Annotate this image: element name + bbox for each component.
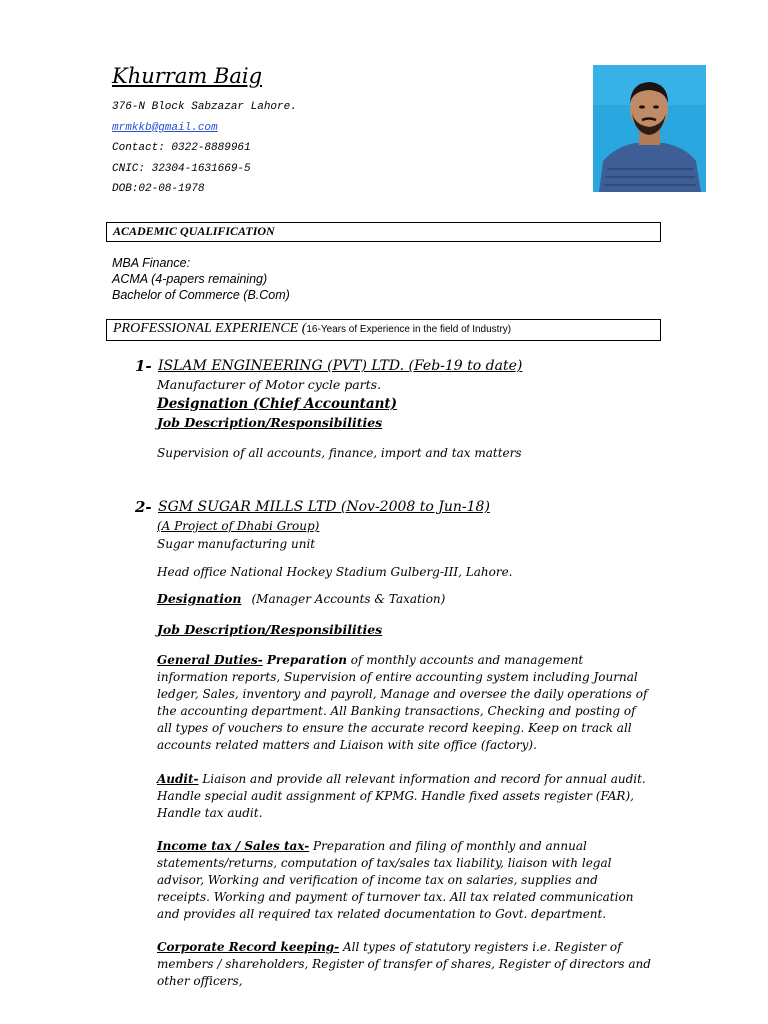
corporate-record-text: All types of statutory registers i.e. Register of members / shareholders, Register of transfer of shares, Register of directors and other officers,: [157, 940, 651, 988]
qualification-item: Bachelor of Commerce (B.Com): [112, 288, 290, 302]
income-tax-text: Preparation and filing of monthly and annual statements/returns, computation of tax/sales tax liability, liaison with legal advisor, Working and verification of income tax on salaries, supplies and receipts. Working and payment of turnover tax. All tax related communication and provides all required tax related documentation to Govt. department.: [157, 839, 634, 921]
corporate-record-paragraph: [157, 939, 652, 990]
general-duties-label: General Duties-: [157, 653, 263, 667]
job-business: Manufacturer of Motor cycle parts.: [157, 377, 382, 392]
general-duties-paragraph: [157, 652, 652, 754]
date-of-birth: DOB:02-08-1978: [112, 183, 205, 195]
job-number: 2-: [135, 498, 152, 516]
job-office: Head office National Hockey Stadium Gulberg-III, Lahore.: [157, 565, 513, 579]
audit-text: Liaison and provide all relevant information and record for annual audit. Handle special audit assignment of KPMG. Handle fixed assets register (FAR), Handle tax audit.: [157, 772, 646, 820]
candidate-name: Khurram Baig: [112, 64, 263, 88]
email-link[interactable]: mrmkkb@gmail.com: [112, 122, 218, 134]
job-business: Sugar manufacturing unit: [157, 537, 316, 551]
contact-number: Contact: 0322-8889961: [112, 142, 251, 154]
address: 376-N Block Sabzazar Lahore.: [112, 101, 297, 113]
job-designation: [157, 591, 445, 606]
general-duties-text: of monthly accounts and management information reports, Supervision of entire accounting system including Journal ledger, Sales, inventory and payroll, Manage and oversee the daily operations of the accounting department. All Banking transactions, Checking and posting of all types of vouchers to ensure the accurate record keeping. Keep on track all accounts related matters and Liaison with site office (factory).: [157, 653, 648, 752]
designation-value: (Manager Accounts & Taxation): [251, 592, 446, 606]
email-link-wrapper: [112, 122, 218, 134]
experience-years-note: 16-Years of Experience in the field of Industry): [306, 324, 512, 335]
cnic-number: CNIC: 32304-1631669-5: [112, 163, 251, 175]
audit-paragraph: [157, 771, 652, 822]
job-company: ISLAM ENGINEERING (PVT) LTD. (Feb-19 to date): [158, 358, 523, 374]
job-number: 1-: [135, 357, 152, 375]
professional-experience-heading: [106, 319, 661, 341]
job-project: (A Project of Dhabi Group): [157, 519, 320, 533]
job-description-heading: Job Description/Responsibilities: [157, 415, 383, 430]
job-designation: Designation (Chief Accountant): [157, 396, 398, 412]
job-description-heading: Job Description/Responsibilities: [157, 622, 383, 637]
corporate-record-label: Corporate Record keeping-: [157, 940, 340, 954]
general-duties-bold: Preparation: [262, 653, 347, 667]
income-tax-paragraph: [157, 838, 652, 923]
audit-label: Audit-: [157, 772, 199, 786]
professional-experience-title: PROFESSIONAL EXPERIENCE (: [113, 321, 307, 336]
academic-qualification-heading: ACADEMIC QUALIFICATION: [106, 222, 661, 242]
qualification-item: MBA Finance:: [112, 256, 191, 270]
income-tax-label: Income tax / Sales tax-: [157, 839, 310, 853]
job-company: SGM SUGAR MILLS LTD (Nov-2008 to Jun-18): [158, 499, 490, 515]
job-description-text: Supervision of all accounts, finance, import and tax matters: [157, 446, 522, 460]
profile-photo: [593, 65, 706, 192]
designation-label: Designation: [157, 591, 242, 606]
qualification-item: ACMA (4-papers remaining): [112, 272, 268, 286]
profile-photo-drawing: [593, 65, 706, 192]
